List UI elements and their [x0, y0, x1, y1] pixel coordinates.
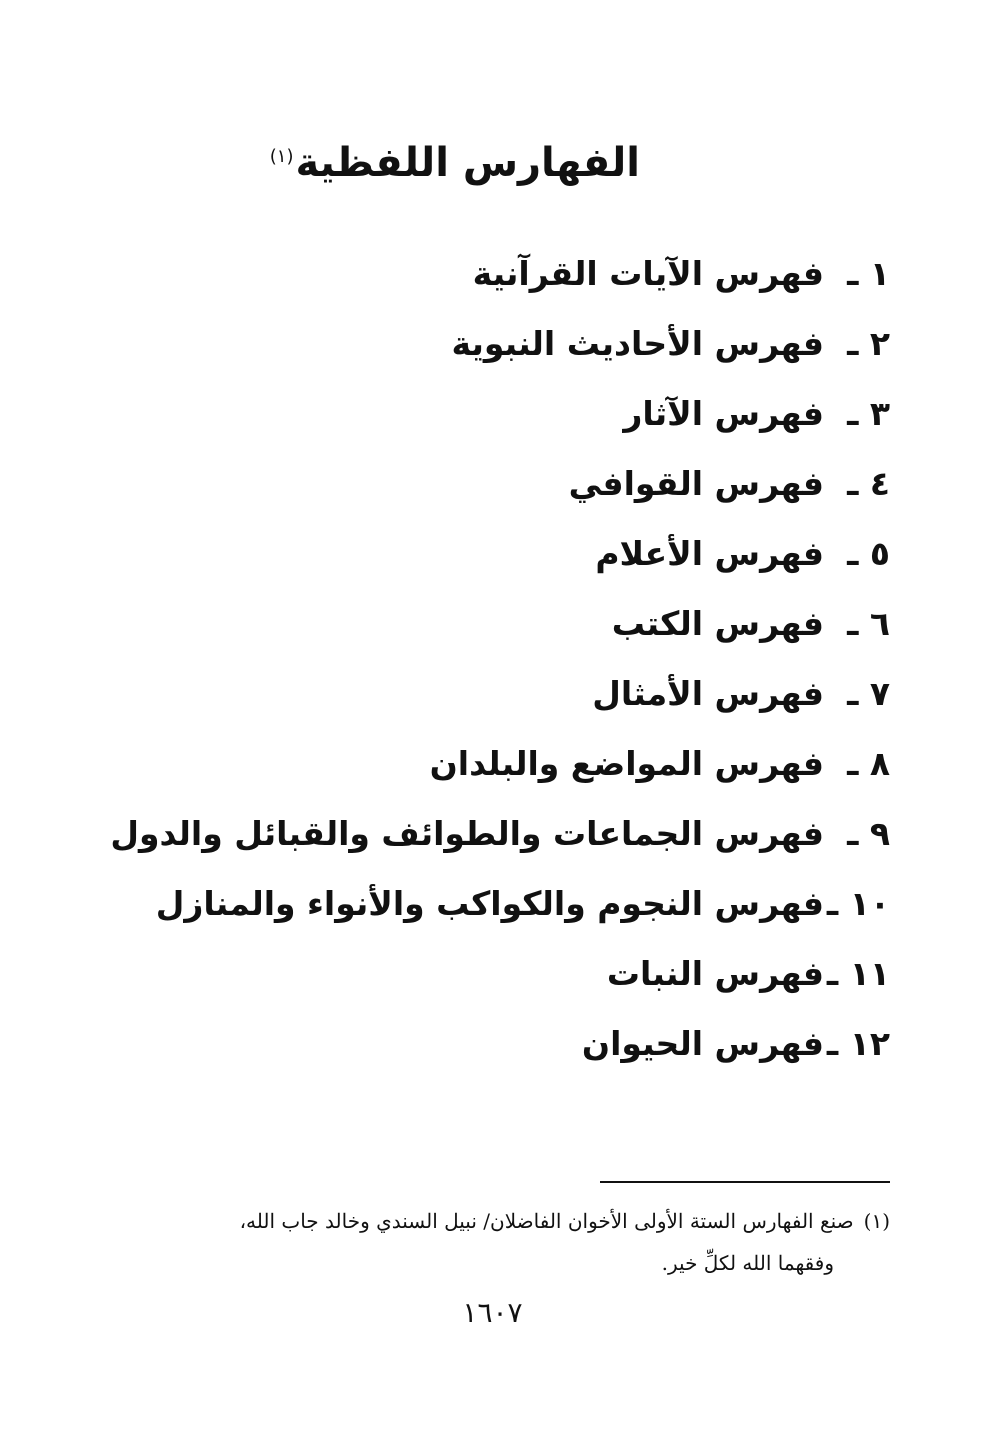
list-item-label: فهرس الحيوان: [581, 1024, 824, 1063]
list-item: [170, 456, 890, 526]
list-item-label: فهرس الأحاديث النبوية: [451, 324, 824, 363]
list-item-label: فهرس المواضع والبلدان: [429, 744, 824, 783]
list-item-label: فهرس النبات: [606, 954, 824, 993]
page-title: [240, 135, 640, 191]
list-item-number: ٨ ـ: [847, 744, 890, 783]
list-item: [170, 526, 890, 596]
footnote-marker: (١): [863, 1209, 890, 1233]
list-item-number: ٦ ـ: [847, 604, 890, 643]
list-item: [155, 876, 890, 946]
list-item: [170, 316, 890, 386]
footnote-line-1: [110, 1200, 890, 1242]
list-item-label: فهرس الجماعات والطوائف والقبائل والدول: [110, 814, 824, 853]
page-title-text: الفهارس اللفظية: [295, 140, 640, 186]
title-footnote-marker: (١): [269, 145, 294, 167]
list-item: [170, 386, 890, 456]
list-item-label: فهرس الأمثال: [592, 674, 824, 713]
list-item: [110, 806, 890, 876]
footnote-text-2: وفقهما الله لكلِّ خير.: [661, 1251, 834, 1275]
list-item-number: ٢ ـ: [847, 324, 890, 363]
list-item-number: ٣ ـ: [847, 394, 890, 433]
list-item-label: فهرس الأعلام: [595, 534, 824, 573]
list-item-number: ٤ ـ: [847, 464, 890, 503]
list-item-label: فهرس القوافي: [568, 464, 824, 503]
list-item: [170, 666, 890, 736]
list-item-label: فهرس الآيات القرآنية: [472, 254, 824, 293]
list-item-number: ١١ ـ: [826, 954, 890, 993]
footnote-divider: [600, 1181, 890, 1183]
list-item-label: فهرس النجوم والكواكب والأنواء والمنازل: [155, 884, 824, 923]
list-item-number: ٥ ـ: [847, 534, 890, 573]
page-number: ١٦٠٧: [462, 1296, 523, 1329]
footnote: [110, 1200, 890, 1284]
list-item-label: فهرس الكتب: [611, 604, 824, 643]
list-item-label: فهرس الآثار: [623, 394, 824, 433]
list-item-number: ٧ ـ: [847, 674, 890, 713]
list-item-number: ١٢ ـ: [826, 1024, 890, 1063]
footnote-text-1: صنع الفهارس الستة الأولى الأخوان الفاضلان/ نبيل السندي وخالد جاب الله،: [239, 1209, 854, 1233]
list-item-number: ٩ ـ: [847, 814, 890, 853]
list-item: [170, 736, 890, 806]
list-item: [170, 246, 890, 316]
list-item: [170, 1016, 890, 1086]
list-item: [170, 596, 890, 666]
footnote-line-2: [110, 1242, 890, 1284]
list-item-number: ١ ـ: [847, 254, 890, 293]
list-item-number: ١٠ ـ: [826, 884, 890, 923]
list-item: [170, 946, 890, 1016]
index-list: [110, 246, 890, 1086]
